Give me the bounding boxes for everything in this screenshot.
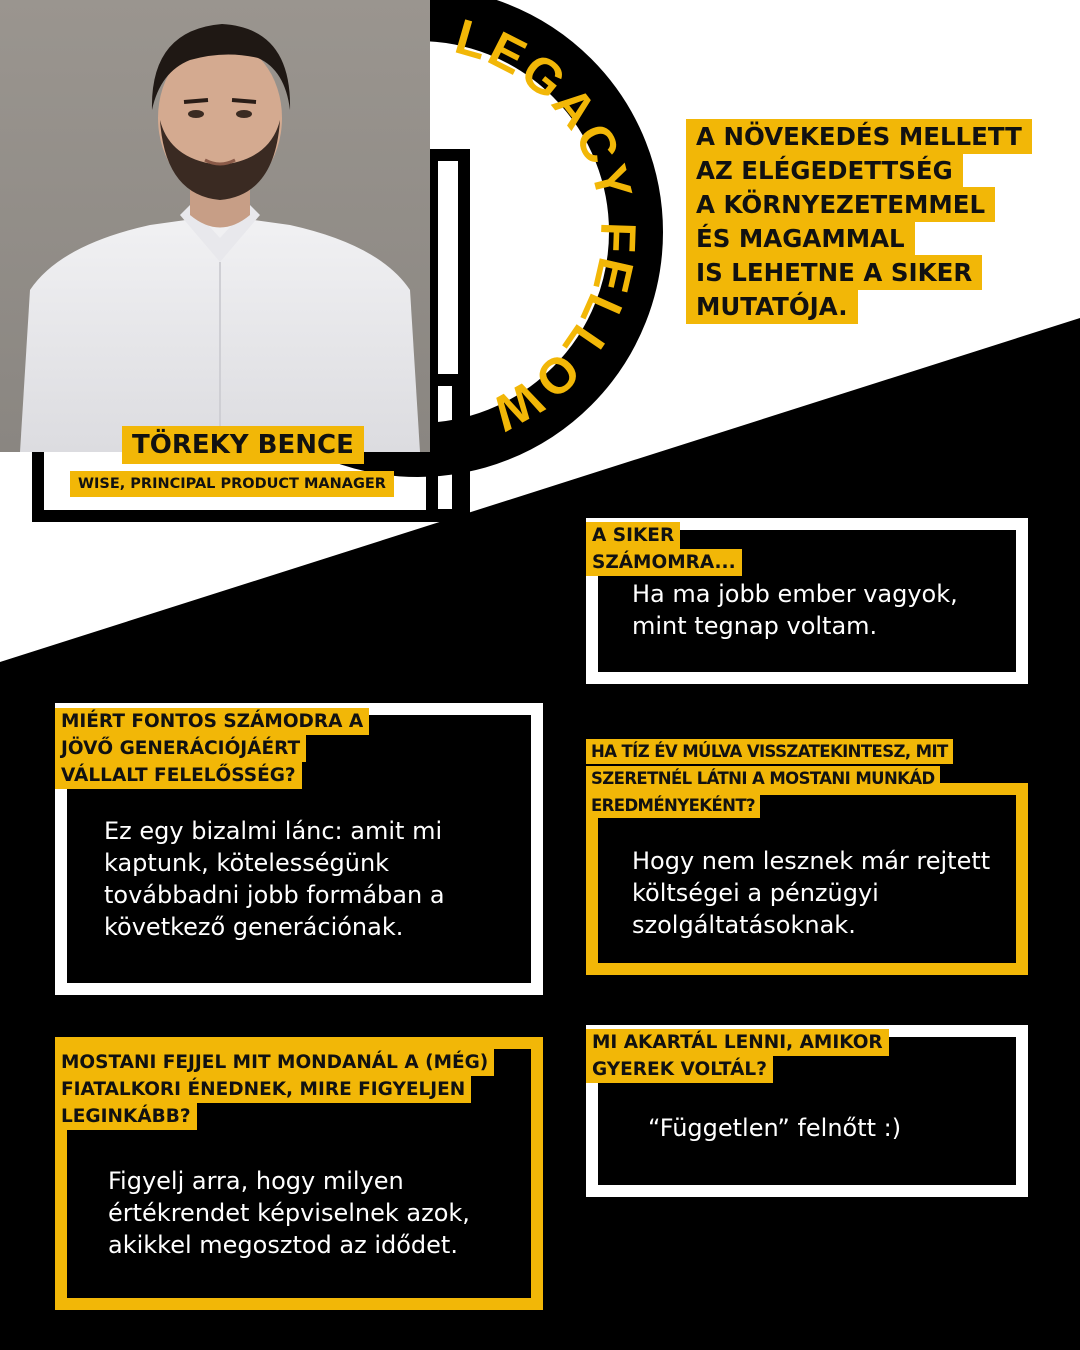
qa-question — [55, 1049, 495, 1130]
qa-question-text: MIÉRT FONTOS SZÁMODRA A JÖVŐ GENERÁCIÓJÁÉRT VÁLLALT FELELŐSSÉG? — [55, 708, 369, 789]
qa-answer: Figyelj arra, hogy milyen értékrendet képviselnek azok, akikkel megosztod az idődet. — [108, 1167, 470, 1259]
person-name: TÖREKY BENCE — [122, 426, 364, 464]
qa-answer: Ez egy bizalmi lánc: amit mi kaptunk, kötelességünk továbbadni jobb formában a következő generációnak. — [104, 817, 445, 941]
qa-question-text: MI AKARTÁL LENNI, AMIKOR GYEREK VOLTÁL? — [586, 1029, 889, 1083]
portrait-photo — [0, 0, 430, 452]
quote-line: AZ ELÉGEDETTSÉG — [686, 153, 963, 188]
quote-line: IS LEHETNE A SIKER — [686, 255, 982, 290]
qa-answer: Hogy nem lesznek már rejtett költségei a pénzügyi szolgáltatásoknak. — [632, 847, 991, 939]
qa-answer: Ha ma jobb ember vagyok, mint tegnap voltam. — [632, 580, 958, 640]
qa-question — [586, 738, 1026, 819]
qa-question — [55, 708, 385, 789]
quote-line: ÉS MAGAMMAL — [686, 221, 915, 256]
highlight-quote — [686, 120, 1046, 324]
qa-question-text: A SIKER SZÁMOMRA... — [586, 522, 742, 576]
badge-textpath: LEGACY FELLOW — [449, 8, 647, 444]
badge-text — [449, 8, 646, 443]
qa-question-text: HA TÍZ ÉV MÚLVA VISSZATEKINTESZ, MIT SZERETNÉL LÁTNI A MOSTANI MUNKÁD EREDMÉNYEKÉNT? — [586, 739, 953, 818]
qa-question-text: MOSTANI FEJJEL MIT MONDANÁL A (MÉG) FIATALKORI ÉNEDNEK, MIRE FIGYELJEN LEGINKÁBB? — [55, 1049, 494, 1130]
qa-answer: “Független” felnőtt :) — [648, 1114, 902, 1142]
person-title: WISE, PRINCIPAL PRODUCT MANAGER — [70, 471, 394, 497]
quote-line: A KÖRNYEZETEMMEL — [686, 187, 995, 222]
quote-line: MUTATÓJA. — [686, 289, 858, 324]
qa-question — [586, 522, 742, 576]
qa-question — [586, 1029, 936, 1083]
person-name-block — [122, 426, 364, 464]
quote-line: A NÖVEKEDÉS MELLETT — [686, 119, 1032, 154]
